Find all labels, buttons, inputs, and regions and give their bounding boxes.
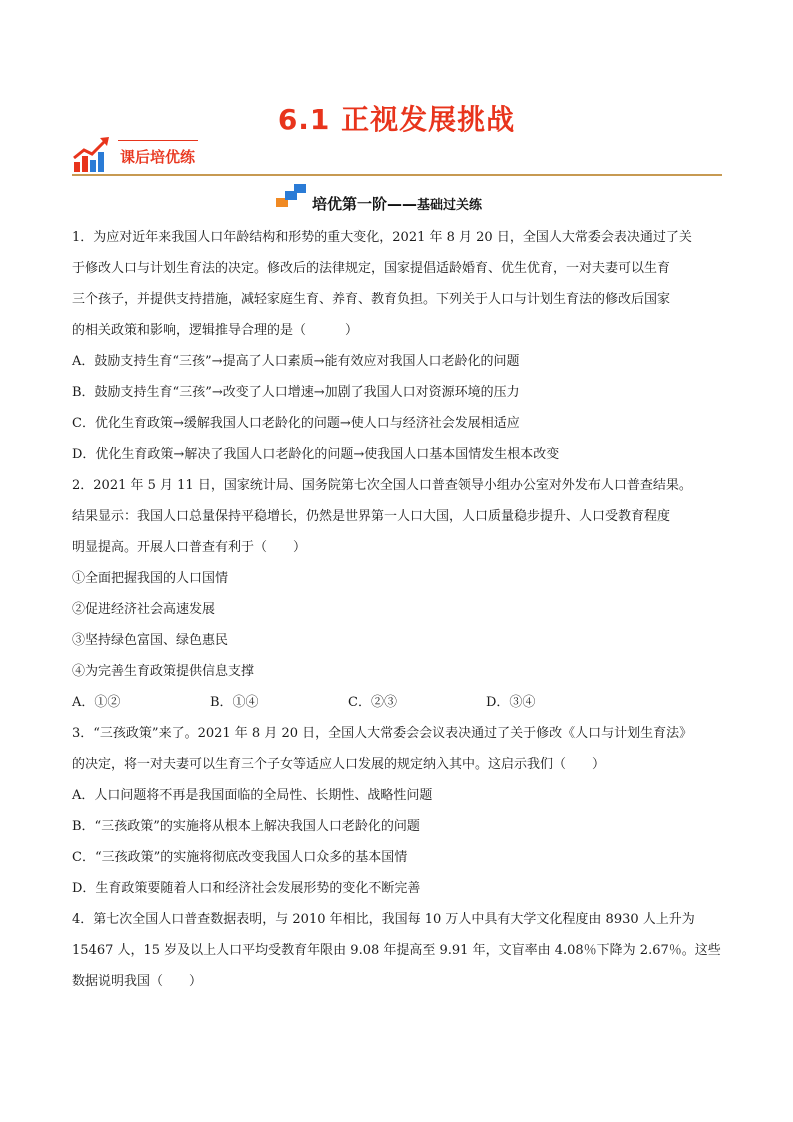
question-1-line: 的相关政策和影响，逻辑推导合理的是（ ） bbox=[72, 323, 359, 338]
question-3-line: 3．“三孩政策”来了。2021 年 8 月 20 日，全国人大常委会会议表决通过了关于修改《人口与计划生育法》 bbox=[72, 726, 693, 741]
question-1-option-b: B．鼓励支持生育“三孩”→改变了人口增速→加剧了我国人口对资源环境的压力 bbox=[72, 385, 520, 400]
question-2-item: ②促进经济社会高速发展 bbox=[72, 602, 216, 617]
page-title: 6.1 正视发展挑战 bbox=[277, 103, 516, 136]
question-4-line: 数据说明我国（ ） bbox=[72, 974, 203, 989]
question-1-line: 三个孩子，并提供支持措施，减轻家庭生育、养育、教育负担。下列关于人口与计划生育法的修改后国家 bbox=[72, 292, 671, 307]
section-title-dash: —— bbox=[387, 195, 418, 213]
question-2-options bbox=[72, 687, 724, 718]
question-2-item: ③坚持绿色富国、绿色惠民 bbox=[72, 633, 229, 648]
question-2-line: 结果显示：我国人口总量保持平稳增长，仍然是世界第一人口大国，人口质量稳步提升、人口受教育程度 bbox=[72, 509, 671, 524]
question-3-line: 的决定，将一对夫妻可以生育三个子女等适应人口发展的规定纳入其中。这启示我们（ ） bbox=[72, 757, 606, 772]
question-3-option-c: C．“三孩政策”的实施将彻底改变我国人口众多的基本国情 bbox=[72, 850, 408, 865]
question-1-option-c: C．优化生育政策→缓解我国人口老龄化的问题→使人口与经济社会发展相适应 bbox=[72, 416, 520, 431]
question-1-option-a: A．鼓励支持生育“三孩”→提高了人口素质→能有效应对我国人口老龄化的问题 bbox=[72, 354, 520, 369]
growth-chart-icon bbox=[72, 136, 112, 174]
question-1-option-d: D．优化生育政策→解决了我国人口老龄化的问题→使我国人口基本国情发生根本改变 bbox=[72, 447, 560, 462]
question-3-option-a: A．人口问题将不再是我国面临的全局性、长期性、战略性问题 bbox=[72, 788, 433, 803]
question-list bbox=[72, 222, 724, 997]
banner-divider bbox=[72, 174, 722, 176]
question-1-line: 于修改人口与计划生育法的决定。修改后的法律规定，国家提倡适龄婚育、优生优育，一对夫妻可以生育 bbox=[72, 261, 671, 276]
stairs-icon bbox=[276, 182, 308, 208]
section-heading bbox=[0, 182, 793, 212]
question-2-item: ④为完善生育政策提供信息支撑 bbox=[72, 664, 255, 679]
question-1-line: 1．为应对近年来我国人口年龄结构和形势的重大变化，2021 年 8 月 20 日，全国人大常委会表决通过了关 bbox=[72, 230, 692, 245]
question-2-option-b: B．①④ bbox=[210, 695, 259, 710]
question-4-line: 15467 人，15 岁及以上人口平均受教育年限由 9.08 年提高至 9.91 年，文盲率由 4.08％下降为 2.67％。这些 bbox=[72, 943, 721, 958]
banner-label: 课后培优练 bbox=[120, 148, 196, 166]
question-2-option-c: C．②③ bbox=[348, 695, 397, 710]
section-title-sub: 基础过关练 bbox=[417, 198, 483, 213]
question-3-option-d: D．生育政策要随着人口和经济社会发展形势的变化不断完善 bbox=[72, 881, 421, 896]
section-title-main: 培优第一阶 bbox=[312, 195, 388, 213]
question-3-option-b: B．“三孩政策”的实施将从根本上解决我国人口老龄化的问题 bbox=[72, 819, 420, 834]
section-banner bbox=[72, 136, 722, 178]
question-2-line: 2．2021 年 5 月 11 日，国家统计局、国务院第七次全国人口普查领导小组办公室对外发布人口普查结果。 bbox=[72, 478, 692, 493]
question-2-item: ①全面把握我国的人口国情 bbox=[72, 571, 229, 586]
question-2-line: 明显提高。开展人口普查有利于（ ） bbox=[72, 540, 307, 555]
section-title bbox=[312, 193, 482, 214]
question-2-option-a: A．①② bbox=[72, 695, 121, 710]
question-4-line: 4．第七次全国人口普查数据表明，与 2010 年相比，我国每 10 万人中具有大学文化程度由 8930 人上升为 bbox=[72, 912, 695, 927]
question-2-option-d: D．③④ bbox=[486, 695, 536, 710]
banner-top-rule bbox=[118, 140, 198, 141]
